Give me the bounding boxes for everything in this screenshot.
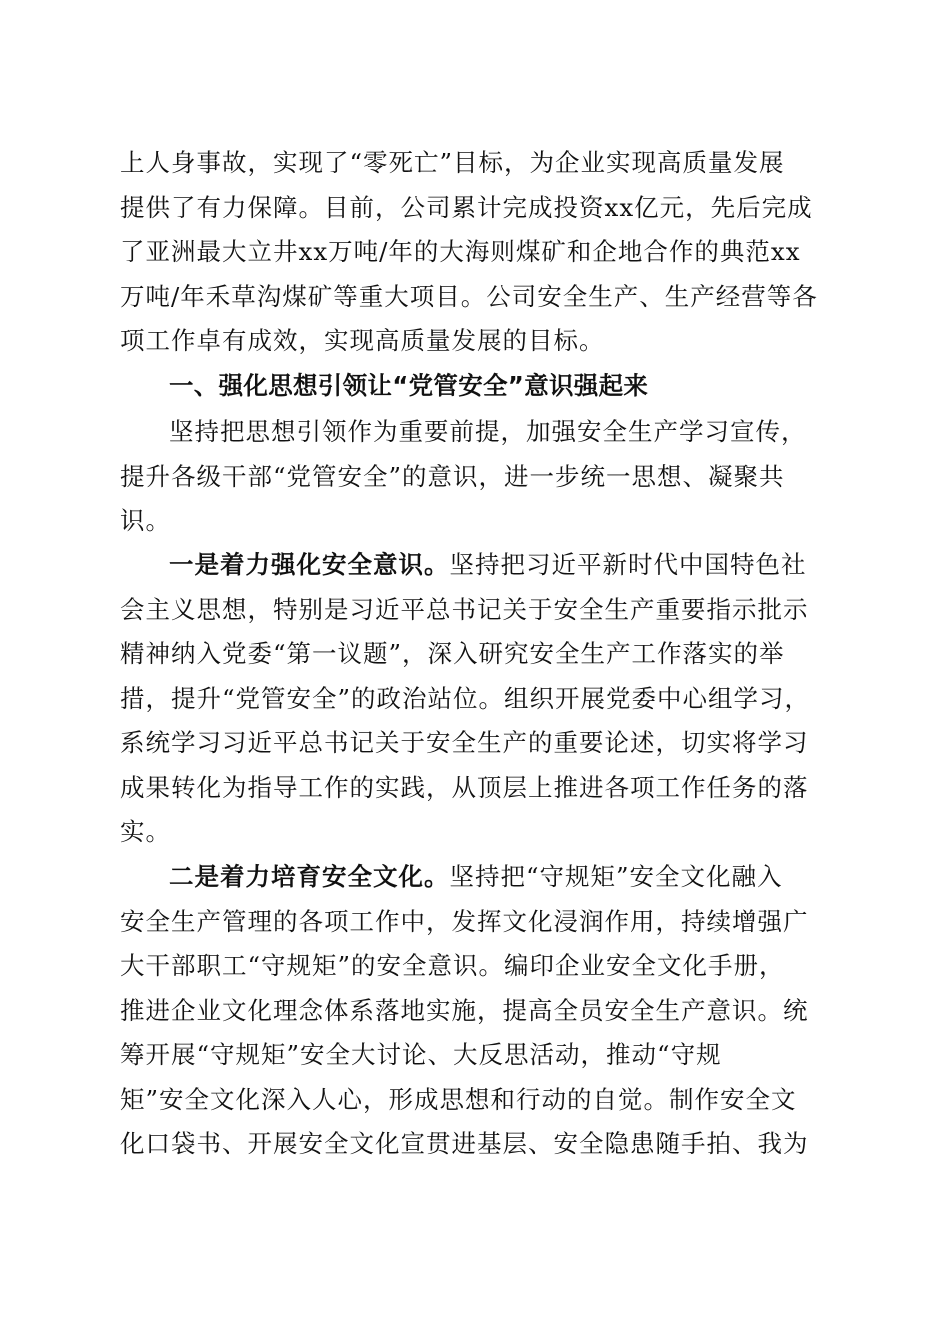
- text-line: 成果转化为指导工作的实践，从顶层上推进各项工作任务的落: [120, 772, 809, 802]
- text-line: 提升各级干部“党管安全”的意识，进一步统一思想、凝聚共: [120, 461, 785, 491]
- text-line: 识。: [120, 506, 171, 535]
- text-line: [120, 855, 830, 900]
- text-line-rest: 坚持把习近平新时代中国特色社: [449, 550, 807, 579]
- text-line: 了亚洲最大立井xx万吨/年的大海则煤矿和企地合作的典范xx: [120, 237, 801, 266]
- paragraph-intro: [120, 141, 830, 364]
- text-line: 提供了有力保障。目前，公司累计完成投资xx亿元，先后完成: [120, 192, 813, 222]
- text-line: 项工作卓有成效，实现高质量发展的目标。: [120, 326, 605, 355]
- text-line: 会主义思想，特别是习近平总书记关于安全生产重要指示批示: [120, 594, 809, 624]
- text-line: 筹开展“守规矩”安全大讨论、大反思活动，推动“守规: [120, 1040, 722, 1069]
- text-line: 精神纳入党委“第一议题”，深入研究安全生产工作落实的举: [120, 639, 785, 668]
- paragraph-lead: 一是着力强化安全意识。: [169, 550, 450, 579]
- paragraph-safety-awareness: [120, 543, 830, 855]
- text-line: 矩”安全文化深入人心，形成思想和行动的自觉。制作安全文: [120, 1084, 797, 1114]
- text-line: 坚持把思想引领作为重要前提，加强安全生产学习宣传，: [169, 417, 807, 446]
- text-line: [120, 543, 830, 588]
- section-heading-text: 一、强化思想引领让“党管安全”意识强起来: [169, 371, 649, 400]
- paragraph-lead: 二是着力培育安全文化。: [169, 862, 450, 891]
- text-line: 上人身事故，实现了“零死亡”目标，为企业实现高质量发展: [120, 148, 785, 177]
- text-line: 措，提升“党管安全”的政治站位。组织开展党委中心组学习，: [120, 683, 811, 713]
- section-heading: [120, 364, 830, 409]
- paragraph-section-summary: [120, 410, 830, 544]
- text-line: 化口袋书、开展安全文化宣贯进基层、安全隐患随手拍、我为: [120, 1129, 809, 1158]
- text-line: 实。: [120, 817, 171, 846]
- text-line: 推进企业文化理念体系落地实施，提高全员安全生产意识。统: [120, 995, 809, 1025]
- text-line-rest: 坚持把“守规矩”安全文化融入: [449, 862, 783, 891]
- text-line: 大干部职工“守规矩”的安全意识。编印企业安全文化手册，: [120, 951, 785, 980]
- text-line: 万吨/年禾草沟煤矿等重大项目。公司安全生产、生产经营等各: [120, 281, 818, 311]
- text-line: 安全生产管理的各项工作中，发挥文化浸润作用，持续增强广: [120, 906, 809, 936]
- paragraph-safety-culture: [120, 855, 830, 1167]
- text-line: 系统学习习近平总书记关于安全生产的重要论述，切实将学习: [120, 728, 809, 757]
